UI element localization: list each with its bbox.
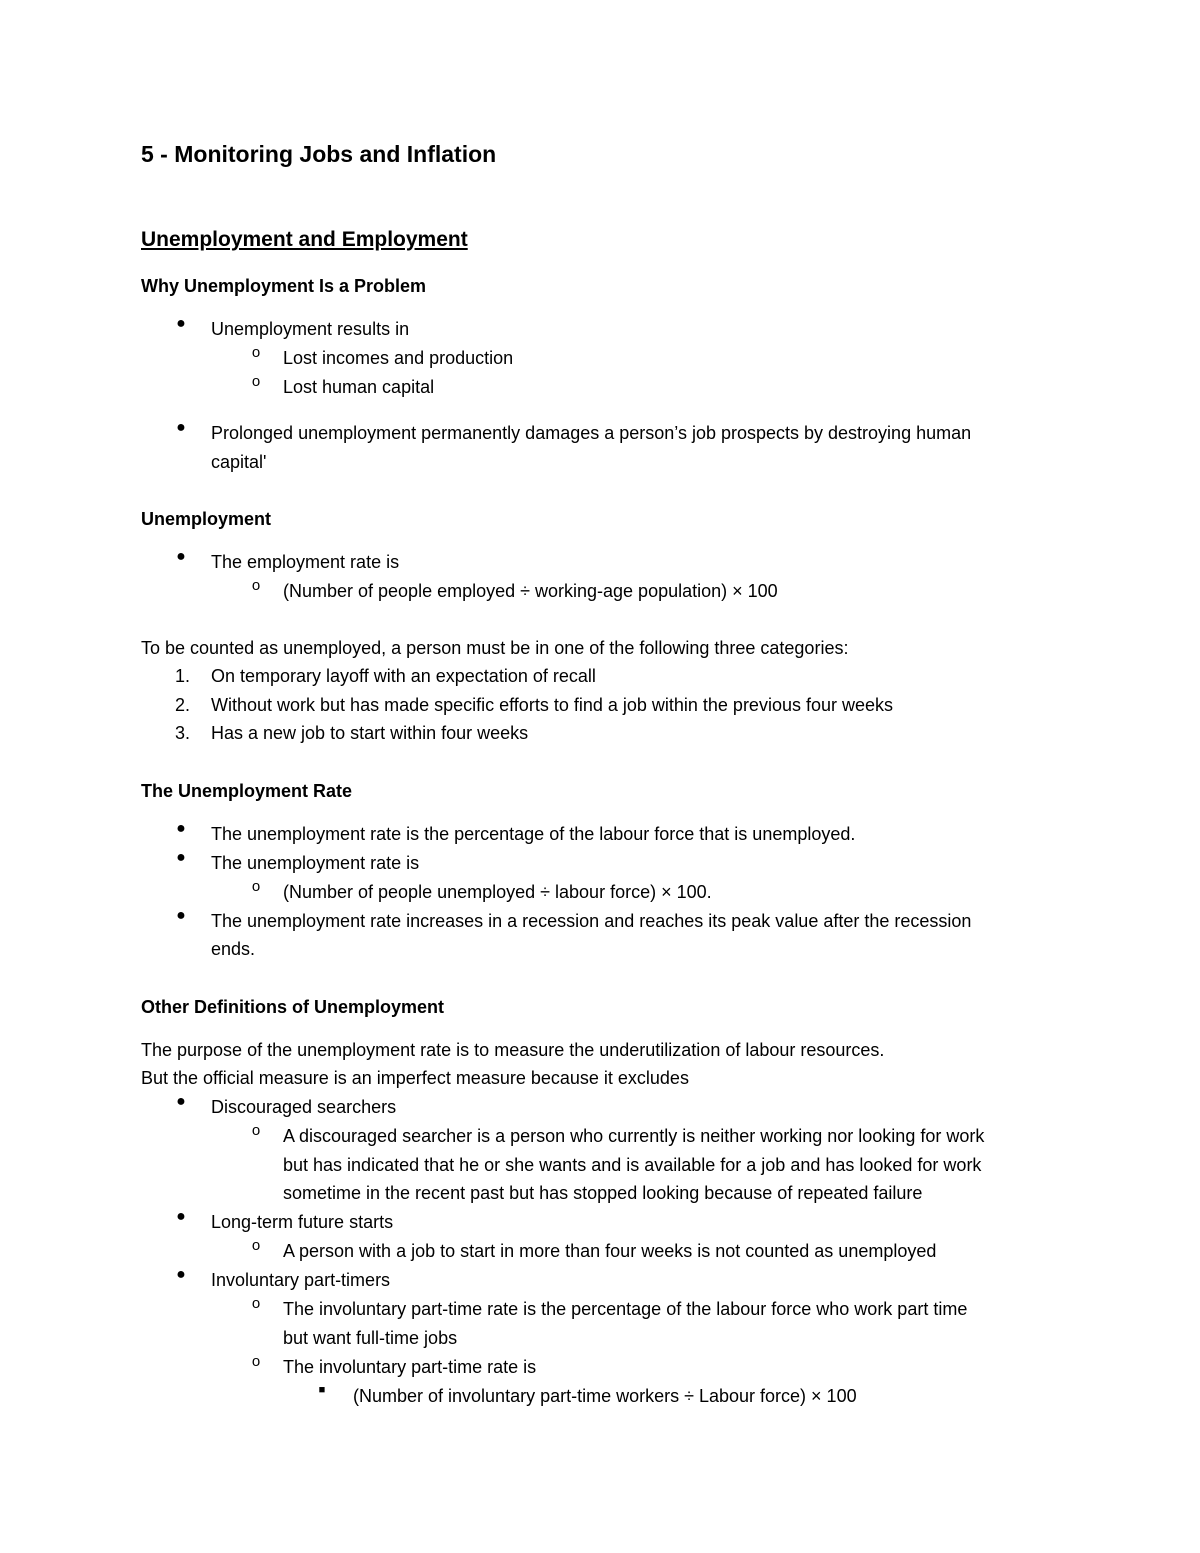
formula-involuntary-part-time-rate: (Number of involuntary part-time workers ÷ Labour force) × 100 — [353, 1386, 857, 1406]
subheading-why-unemployment: Why Unemployment Is a Problem — [141, 276, 427, 296]
sub-bullet-marker: o — [251, 1353, 261, 1370]
bullet-text: Unemployment results in — [211, 319, 410, 339]
formula-unemployment-rate: (Number of people unemployed ÷ labour force) × 100. — [283, 882, 712, 902]
sub-bullet-text: The involuntary part-time rate is — [283, 1357, 537, 1377]
bullet-marker: ● — [176, 849, 186, 866]
sub-bullet-marker: o — [251, 577, 261, 594]
paragraph-excludes: But the official measure is an imperfect measure because it excludes — [141, 1068, 689, 1088]
sub-bullet-marker: o — [251, 373, 261, 390]
bullet-text: Discouraged searchers — [211, 1097, 397, 1117]
sub-bullet-text: Lost human capital — [283, 377, 435, 397]
paragraph-purpose: The purpose of the unemployment rate is to measure the underutilization of labour resources. — [141, 1040, 885, 1060]
sub-bullet-marker: o — [251, 1295, 261, 1312]
bullet-text-continuation: ends. — [211, 939, 256, 959]
bullet-text: The employment rate is — [211, 552, 400, 572]
bullet-marker: ● — [176, 1208, 186, 1225]
bullet-marker: ● — [176, 548, 186, 565]
sub-bullet-text: A person with a job to start in more than four weeks is not counted as unemployed — [283, 1241, 937, 1261]
bullet-text: Long-term future starts — [211, 1212, 394, 1232]
section-heading-unemployment-and-employment: Unemployment and Employment — [141, 228, 468, 251]
bullet-marker: ● — [176, 1093, 186, 1110]
sub-bullet-marker: o — [251, 344, 261, 361]
subheading-unemployment-rate: The Unemployment Rate — [141, 781, 353, 801]
sub-bullet-text-continuation: but want full-time jobs — [283, 1328, 458, 1348]
bullet-text: Prolonged unemployment permanently damages a person’s job prospects by destroying human — [211, 423, 972, 443]
bullet-text: Involuntary part-timers — [211, 1270, 391, 1290]
bullet-text-continuation: capital' — [211, 452, 267, 472]
bullet-marker: ● — [176, 820, 186, 837]
sub-bullet-text: The involuntary part-time rate is the percentage of the labour force who work part time — [283, 1299, 968, 1319]
list-number: 3. — [175, 723, 191, 743]
bullet-text: The unemployment rate increases in a recession and reaches its peak value after the recession — [211, 911, 972, 931]
numbered-item: Has a new job to start within four weeks — [211, 723, 529, 743]
sub-bullet-text: Lost incomes and production — [283, 348, 514, 368]
formula-employment-rate: (Number of people employed ÷ working-age population) × 100 — [283, 581, 778, 601]
list-number: 1. — [175, 666, 191, 686]
sub-bullet-text-continuation: sometime in the recent past but has stopped looking because of repeated failure — [283, 1183, 923, 1203]
sub-bullet-marker: o — [251, 1237, 261, 1254]
bullet-text: The unemployment rate is — [211, 853, 420, 873]
bullet-marker: ● — [176, 1266, 186, 1283]
sub-bullet-marker: o — [251, 1122, 261, 1139]
numbered-item: On temporary layoff with an expectation of recall — [211, 666, 596, 686]
document-title: 5 - Monitoring Jobs and Inflation — [141, 141, 497, 167]
numbered-item: Without work but has made specific efforts to find a job within the previous four weeks — [211, 695, 894, 715]
bullet-marker: ● — [176, 419, 186, 436]
bullet-marker: ● — [176, 907, 186, 924]
tertiary-bullet-marker: ■ — [318, 1384, 326, 1396]
paragraph-intro: To be counted as unemployed, a person must be in one of the following three categories: — [141, 638, 849, 658]
bullet-text: The unemployment rate is the percentage of the labour force that is unemployed. — [211, 824, 856, 844]
bullet-marker: ● — [176, 315, 186, 332]
subheading-unemployment: Unemployment — [141, 509, 272, 529]
sub-bullet-text: A discouraged searcher is a person who currently is neither working nor looking for work — [283, 1126, 985, 1146]
sub-bullet-text-continuation: but has indicated that he or she wants and is available for a job and has looked for work — [283, 1155, 982, 1175]
subheading-other-definitions: Other Definitions of Unemployment — [141, 997, 445, 1017]
sub-bullet-marker: o — [251, 878, 261, 895]
list-number: 2. — [175, 695, 191, 715]
